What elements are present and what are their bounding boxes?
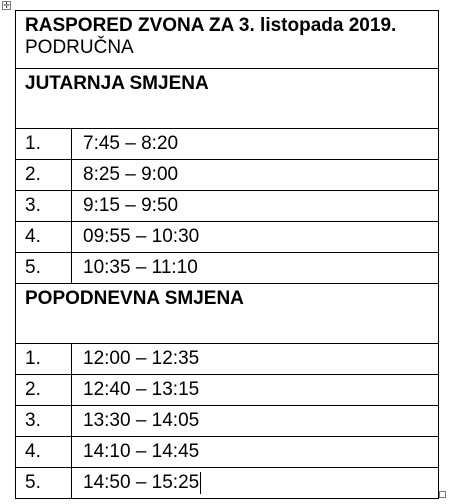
period-time[interactable]: 9:15 – 9:50 — [72, 191, 439, 221]
table-row — [16, 253, 439, 284]
table-row — [16, 191, 439, 222]
period-time[interactable]: 10:35 – 11:10 — [72, 253, 439, 283]
text-cursor — [200, 472, 201, 494]
period-number[interactable]: 5. — [16, 468, 72, 498]
shift-header-row — [16, 69, 439, 129]
table-row — [16, 222, 439, 253]
table-row — [16, 344, 439, 375]
table-row — [16, 375, 439, 406]
period-time[interactable]: 12:40 – 13:15 — [72, 375, 439, 405]
period-number[interactable]: 1. — [16, 129, 72, 159]
title-row — [16, 11, 439, 69]
title-cell[interactable] — [16, 11, 439, 68]
period-time[interactable]: 8:25 – 9:00 — [72, 160, 439, 190]
schedule-title: RASPORED ZVONA ZA 3. listopada 2019. — [25, 15, 397, 36]
table-row — [16, 437, 439, 468]
schedule-subtitle: PODRUČNA — [25, 37, 134, 58]
bell-schedule-table — [15, 10, 439, 499]
table-row — [16, 468, 439, 499]
table-move-handle-icon[interactable]: ✛ — [3, 1, 10, 10]
period-time-with-caret[interactable] — [72, 468, 439, 498]
table-row — [16, 129, 439, 160]
period-number[interactable]: 2. — [16, 375, 72, 405]
period-time[interactable]: 7:45 – 8:20 — [72, 129, 439, 159]
period-number[interactable]: 3. — [16, 406, 72, 436]
period-number[interactable]: 3. — [16, 191, 72, 221]
table-row — [16, 406, 439, 437]
period-time[interactable]: 13:30 – 14:05 — [72, 406, 439, 436]
period-number[interactable]: 1. — [16, 344, 72, 374]
period-time[interactable]: 12:00 – 12:35 — [72, 344, 439, 374]
table-row — [16, 160, 439, 191]
shift-name[interactable]: JUTARNJA SMJENA — [16, 69, 439, 128]
period-time[interactable]: 14:10 – 14:45 — [72, 437, 439, 467]
shift-name[interactable]: POPODNEVNA SMJENA — [16, 284, 439, 343]
shift-header-row — [16, 284, 439, 344]
period-time[interactable]: 09:55 – 10:30 — [72, 222, 439, 252]
period-time: 14:50 – 15:25 — [83, 472, 200, 493]
table-resize-handle-icon[interactable] — [439, 491, 446, 498]
period-number[interactable]: 4. — [16, 437, 72, 467]
period-number[interactable]: 5. — [16, 253, 72, 283]
period-number[interactable]: 2. — [16, 160, 72, 190]
period-number[interactable]: 4. — [16, 222, 72, 252]
